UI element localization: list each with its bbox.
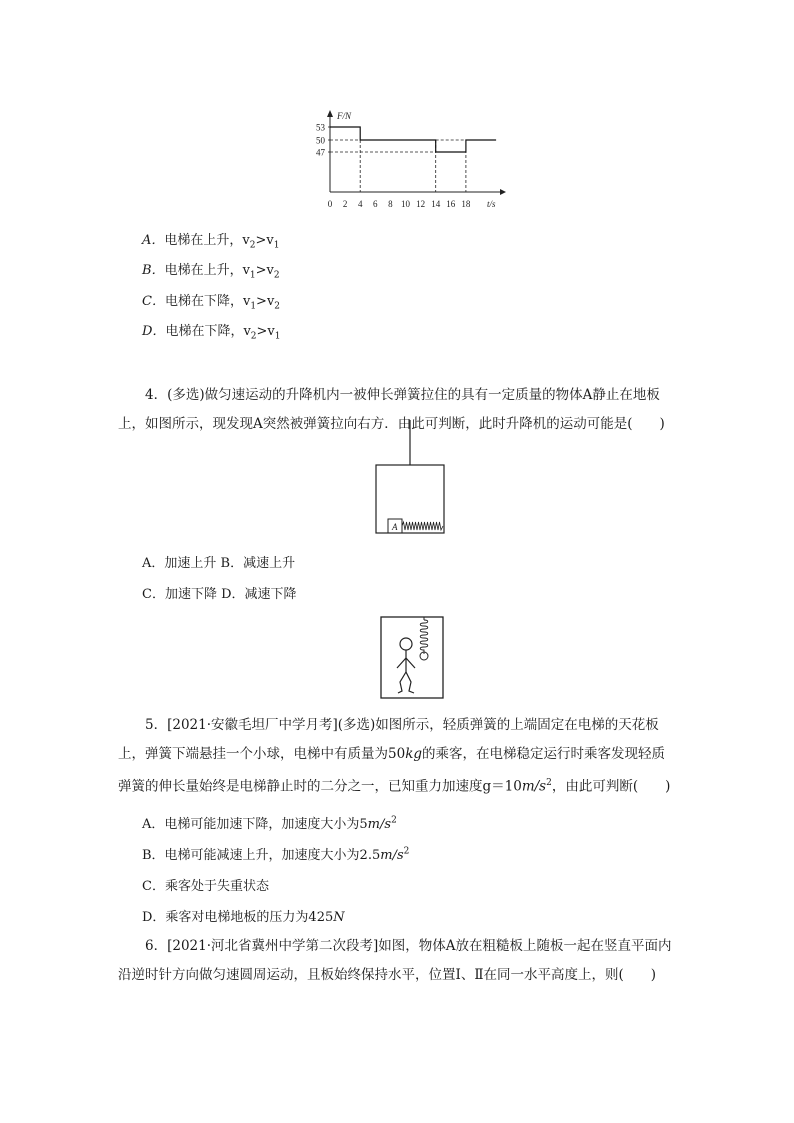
- chart-series: [330, 127, 496, 152]
- chart-labels: [316, 111, 496, 209]
- x-tick-label: 12: [416, 199, 426, 209]
- x-tick-label: 16: [446, 199, 456, 209]
- force-time-chart: [300, 108, 510, 214]
- series-line-0: [330, 127, 496, 152]
- x-tick-label: 6: [373, 199, 378, 209]
- elevator-box: [381, 617, 443, 698]
- spring: [402, 522, 443, 530]
- y-axis-label: F/N: [337, 111, 352, 121]
- spring: [420, 620, 428, 654]
- y-tick-label: 53: [316, 122, 325, 133]
- chart-guides: [330, 140, 466, 192]
- q5-option-b: B．电梯可能减速上升，加速度大小为$2.5m/s^2$: [142, 846, 410, 863]
- x-tick-label: 2: [342, 199, 348, 209]
- q4-options-line1: A．加速上升 B．减速上升: [142, 556, 296, 571]
- q3-option-1: B．电梯在上升，$v_1>v_2$: [142, 263, 280, 281]
- q3-option-3: D．电梯在下降，$v_2>v_1$: [142, 324, 281, 342]
- elevator-spring-figure: [368, 420, 452, 536]
- q6-stem: 6．[2021·河北省冀州中学第二次段考]如图，物体A放在粗糙板上随板一起在竖直平面内沿逆时针方向做匀速圆周运动，且板始终保持水平，位置Ⅰ、Ⅱ在同一水平高度上，则( ): [118, 938, 672, 983]
- q5-option-a: A．电梯可能加速下降，加速度大小为$5m/s^2$: [142, 815, 397, 832]
- x-tick-label: 10: [401, 199, 410, 209]
- chart-axes: [327, 110, 506, 195]
- y-tick-label: 50: [316, 135, 325, 146]
- x-tick-label: 8: [388, 199, 393, 209]
- q5-option-d: D．乘客对电梯地板的压力为425N: [142, 910, 345, 925]
- q4-stem: 4．(多选)做匀速运动的升降机内一被伸长弹簧拉住的具有一定质量的物体A静止在地板上，如图所示，现发现A突然被弹簧拉向右方．由此可判断，此时升降机的运动可能是( ): [118, 387, 665, 432]
- x-tick-label: 4: [357, 199, 363, 209]
- x-axis-label: t/s: [487, 199, 496, 209]
- q4-options-line2: C．加速下降 D．减速下降: [142, 587, 297, 602]
- y-tick-label: 47: [316, 147, 325, 158]
- x-tick-label: 0: [327, 199, 333, 209]
- q5-stem: 5．[2021·安徽毛坦厂中学月考](多选)如图所示，轻质弹簧的上端固定在电梯的天花板上，弹簧下端悬挂一个小球，电梯中有质量为50kg的乘客，在电梯稳定运行时乘客发现轻质弹簧的伸长量始终是电梯静止时的二分之一，已知重力加速度$g=10m/s^2$，由此可判断( ): [118, 717, 671, 795]
- y-axis-arrow: [327, 110, 333, 117]
- q5-option-c: C．乘客处于失重状态: [142, 879, 269, 894]
- x-axis-arrow: [500, 189, 506, 195]
- x-tick-label: 18: [461, 199, 471, 209]
- elevator-passenger-figure: [380, 616, 444, 700]
- block-a-label: A: [392, 522, 398, 532]
- q3-option-2: C．电梯在下降，$v_1>v_2$: [142, 294, 281, 312]
- passenger-head: [400, 638, 412, 650]
- x-tick-label: 14: [431, 199, 441, 209]
- q3-option-0: A．电梯在上升，$v_2>v_1$: [142, 233, 280, 251]
